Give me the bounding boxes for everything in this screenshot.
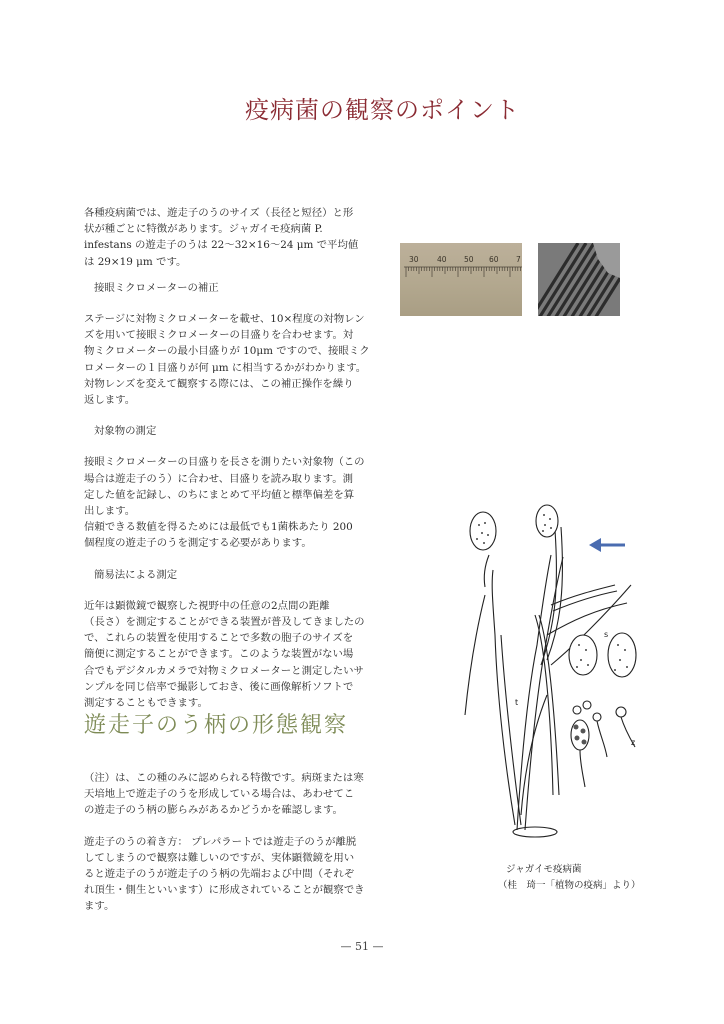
step1-line: ロメーターの１目盛りが何 μm に相当するかがわかります。 [84,361,367,374]
step2-line: 定した値を記録し、のちにまとめて平均値と標準偏差を算 [84,488,355,501]
step3-line: （長さ）を測定することができる装置が普及してきましたの [84,616,365,629]
intro-line: infestans の遊走子のうは 22〜32×16〜24 μm で平均値 [84,239,359,252]
figure-caption [498,862,641,894]
step3-line: ンプルを同じ倍率で撮影しておき、後に画像解析ソフトで [84,680,354,693]
section2-line: ると遊走子のうが遊走子のう柄の先端および中間（それぞ [84,868,355,881]
section2-line: の遊走子のう柄の膨らみがあるかどうかを確認します。 [84,804,343,817]
page-title: 疫病菌の観察のポイント [245,96,520,124]
phytophthora-illustration [455,495,655,847]
figure-label-s: s [604,630,609,639]
step2-line: 場合は遊走子のう）に合わせ、目盛りを読み取ります。測 [84,472,354,485]
step2-line: 信頼できる数値を得るためには最低でも1菌株あたり 200 [84,521,353,534]
step1-line: ズを用いて接眼ミクロメーターの目盛りを合わせます。対 [84,329,354,342]
page-number: — 51 — [340,940,384,953]
figure-label-t: t [515,698,519,707]
step2-line: 接眼ミクロメーターの目盛りを長さを測りたい対象物（この [84,456,365,469]
figure-label-z: z [631,738,636,747]
intro-line: 各種疫病菌では、遊走子のうのサイズ（長径と短径）と形 [84,207,354,219]
section2-line: （注）は、この種のみに認められる特徴です。病斑または寒 [84,772,364,784]
arrow-icon [589,538,625,552]
step3-line: 合でもデジタルカメラで対物ミクロメーターと測定したいサ [84,664,364,677]
step3-line: 近年は顕微鏡で観察した視野中の任意の2点間の距離 [84,599,330,612]
micrometer-tick-label: 60 [489,255,499,264]
caption-line-2: （桂 琦一「植物の疫病」より） [498,880,641,891]
step1-line: 対物レンズを変えて観察する際には、この補正操作を繰り [84,377,354,390]
section2-line: ます。 [84,900,115,913]
section2-line: してしまうので観察は難しいのですが、実体顕微鏡を用い [84,851,355,864]
micrometer-tick-label: 30 [409,255,419,264]
step3-heading: 簡易法による測定 [94,568,178,581]
caption-line-1: ジャガイモ疫病菌 [506,864,582,875]
micrometer-tick-label: 40 [437,255,447,264]
section2-line: れ頂生・側生といいます）に形成されていることが観察でき [84,884,365,897]
step1-line: ステージに対物ミクロメーターを載せ、10×程度の対物レン [84,313,365,326]
intro-column [84,205,370,711]
objective-micrometer-photo [538,243,620,316]
section2-line: 天培地上で遊走子のうを形成している場合は、あわせてこ [84,788,355,801]
intro-line: 状が種ごとに特徴があります。ジャガイモ疫病菌 P. [84,223,323,236]
step1-line: 返します。 [84,394,136,407]
micrometer-tick-label: 7 [516,255,521,264]
step2-heading: 対象物の測定 [94,425,157,438]
step3-line: で、これらの装置を使用することで多数の胞子のサイズを [84,632,354,645]
micrometer-photo [400,243,522,316]
section-title: 遊走子のう柄の形態観察 [84,713,349,738]
section2-column [84,770,366,915]
section2-line: 遊走子のうの着き方： プレパラートでは遊走子のうが離脱 [84,835,357,848]
step2-line: 出します。 [84,505,136,518]
step3-line: 簡便に測定することができます。このような装置がない場 [84,648,354,661]
micrometer-tick-label: 50 [464,255,474,264]
step3-line: 測定することもできます。 [84,697,208,710]
step1-heading: 接眼ミクロメーターの補正 [94,281,219,294]
step1-line: 物ミクロメーターの最小目盛りが 10μm ですので、接眼ミク [84,345,370,358]
step2-line: 個程度の遊走子のうを測定する必要があります。 [84,537,312,550]
intro-line: は 29×19 μm です。 [84,255,187,268]
